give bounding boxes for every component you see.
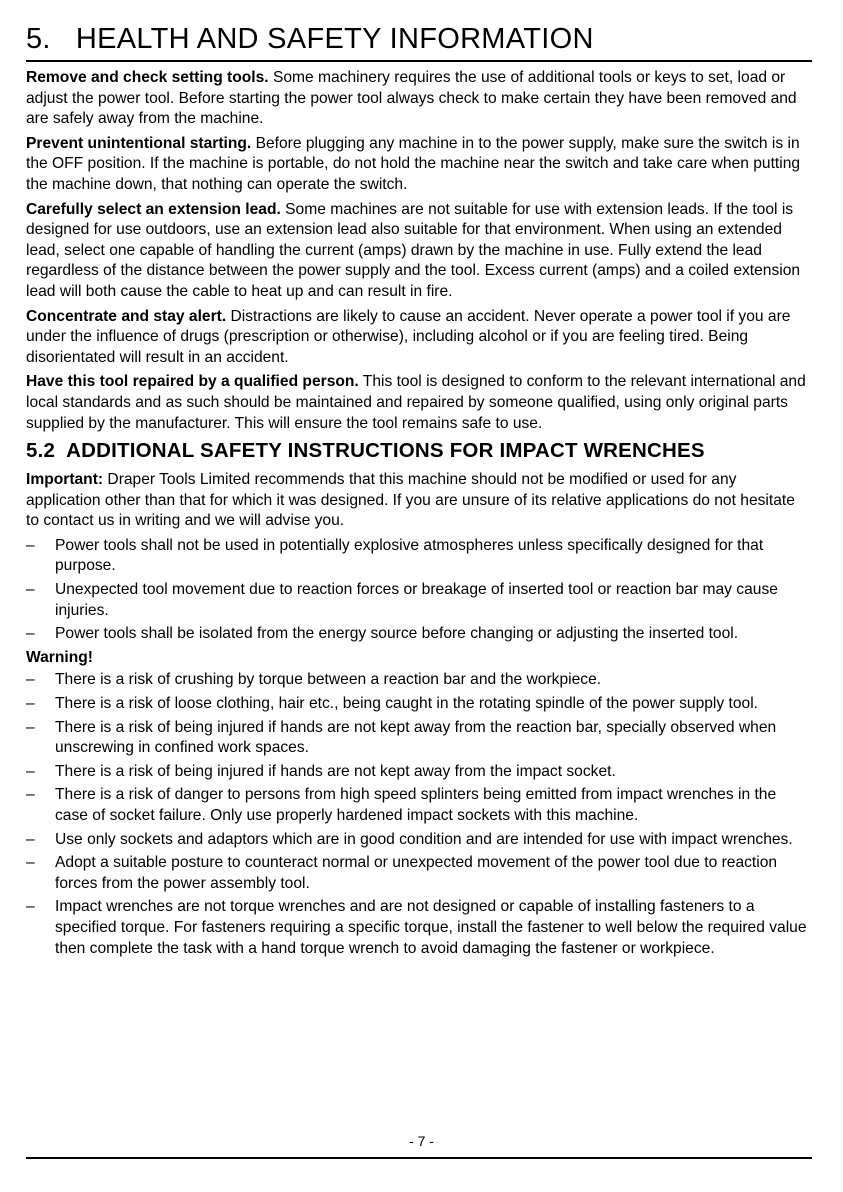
list-item [26,670,812,691]
paragraph-title: Concentrate and stay alert. [26,307,227,325]
paragraph-body: Some machines are not suitable for use with extension leads. If the tool is designed for use outdoors, use an extension lead also suitable for that environment. When using an extended lead, select one capable of handling the current (amps) drawn by the machine in use. Fully extend the lead regardless of the distance between the power supply and the tool. Excess current (amps) and a coiled extension lead will both cause the cable to heat up and can result in fire. [26,200,801,300]
paragraph-title: Have this tool repaired by a qualified person. [26,373,359,391]
list-item [26,785,812,826]
list-item [26,624,812,645]
paragraph-stay-alert [26,307,812,369]
dash-bullet: – [26,536,35,554]
dash-bullet: – [26,581,35,599]
paragraph-title: Remove and check setting tools. [26,69,269,86]
paragraph-qualified-repair [26,372,812,434]
paragraph-body: Distractions are likely to cause an accident. Never operate a power tool if you are under the influence of drugs (prescription or otherwise), including alcohol or if you are feeling tired. Being disorientated will result in an accident. [26,307,791,366]
list-item-text: There is a risk of crushing by torque between a reaction bar and the workpiece. [55,671,602,689]
list-item-text: Use only sockets and adaptors which are in good condition and are intended for use with impact wrenches. [55,830,793,848]
list-item [26,830,812,851]
footer-divider [26,1157,812,1159]
subsection-heading: 5.2 ADDITIONAL SAFETY INSTRUCTIONS FOR IMPACT WRENCHES [26,439,705,463]
list-item [26,580,812,621]
dash-bullet: – [26,786,35,804]
list-item [26,853,812,894]
list-item-text: Impact wrenches are not torque wrenches and are not designed or capable of installing fasteners to a specified torque. For fasteners requiring a specific torque, install the fastener to well below the required value then complete the task with a hand torque wrench to avoid damaging the fastener or workpiece. [55,898,807,957]
dash-bullet: – [26,762,35,780]
dash-bullet: – [26,830,35,848]
list-item-text: Power tools shall not be used in potentially explosive atmospheres unless specifically designed for that purpose. [55,536,764,575]
section-heading: 5. HEALTH AND SAFETY INFORMATION [26,23,594,55]
dash-bullet: – [26,671,35,689]
warning-list [26,670,812,959]
safety-paragraphs [26,68,812,434]
list-item-text: There is a risk of danger to persons from high speed splinters being emitted from impact wrenches in the case of socket failure. Only use properly hardened impact sockets with this machine. [55,786,777,824]
paragraph-setting-tools [26,68,812,130]
warning-label: Warning! [26,648,93,666]
paragraph-body: Before plugging any machine in to the power supply, make sure the switch is in the OFF position. If the machine is portable, do not hold the machine near the switch and take care when putting the machine down, that nothing can operate the switch. [26,134,801,193]
paragraph-body: Some machinery requires the use of additional tools or keys to set, load or adjust the power tool. Before starting the power tool always check to make certain they have been removed and are safely away from the machine. [26,69,797,128]
heading-divider [26,60,812,62]
dash-bullet: – [26,695,35,713]
list-item-text: There is a risk of loose clothing, hair etc., being caught in the rotating spindle of the power supply tool. [55,695,758,713]
dash-bullet: – [26,898,35,916]
important-text: Draper Tools Limited recommends that this machine should not be modified or used for any application other than that for which it was designed. If you are unsure of its relative applications do not hesitate to contact us in writing and we will advise you. [26,471,795,530]
paragraph-unintentional-starting [26,134,812,196]
important-note [26,470,812,532]
list-item-text: Unexpected tool movement due to reaction forces or breakage of inserted tool or reaction bar may cause injuries. [55,581,778,619]
document-page [26,22,812,962]
important-label: Important: [26,471,104,489]
page-number: - 7 - [409,1133,434,1149]
list-item-text: Adopt a suitable posture to counteract normal or unexpected movement of the power tool due to reaction forces from the power assembly tool. [55,854,778,892]
paragraph-title: Prevent unintentional starting. [26,134,252,152]
paragraph-extension-lead [26,200,812,303]
list-item-text: Power tools shall be isolated from the energy source before changing or adjusting the inserted tool. [55,625,739,643]
general-instructions-list [26,536,812,645]
list-item-text: There is a risk of being injured if hands are not kept away from the impact socket. [55,762,616,780]
paragraph-body: This tool is designed to conform to the relevant international and local standards and as such should be maintained and repaired by someone qualified, using only original parts supplied by the manufacturer. This will ensure the tool remains safe to use. [26,373,806,432]
list-item [26,897,812,959]
list-item [26,694,812,715]
list-item [26,762,812,783]
list-item [26,536,812,577]
dash-bullet: – [26,625,35,643]
paragraph-title: Carefully select an extension lead. [26,200,281,218]
dash-bullet: – [26,718,35,736]
dash-bullet: – [26,854,35,872]
list-item-text: There is a risk of being injured if hands are not kept away from the reaction bar, specially observed when unscrewing in confined work spaces. [55,718,777,757]
list-item [26,718,812,759]
